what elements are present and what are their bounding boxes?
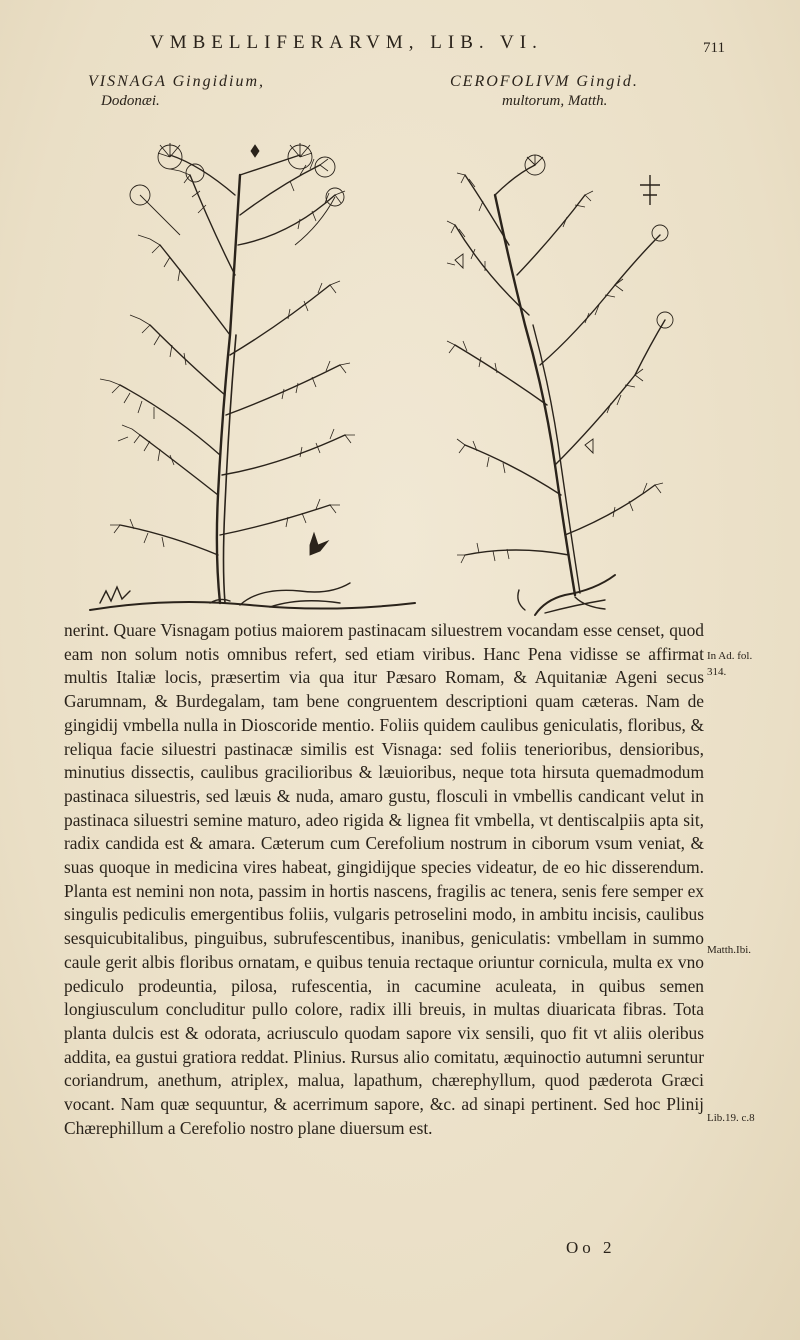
caption-title: CEROFOLIVM Gingid.: [450, 73, 639, 90]
body-text: [64, 619, 704, 1140]
caption-title: VISNAGA Gingidium,: [88, 73, 266, 90]
margin-note-plinius: Lib.19. c.8: [707, 1112, 755, 1124]
figure-caption-cerefolium: [450, 72, 639, 111]
page-number: 711: [703, 40, 725, 56]
margin-note-pena-ref: In Ad. fol.: [707, 650, 753, 662]
margin-note-matthioli: Matth.Ibi.: [707, 944, 751, 956]
caption-subtitle: multorum, Matth.: [502, 93, 608, 109]
running-head: VMBELLIFERARVM, LIB. VI.: [150, 32, 543, 53]
signature-mark: Oo 2: [566, 1238, 616, 1257]
figure-caption-visnaga: [88, 72, 265, 111]
caption-subtitle: Dodonæi.: [101, 93, 160, 109]
cerefolium-woodcut-illustration: [425, 145, 690, 620]
margin-note-pena-page: 314.: [707, 666, 727, 678]
body-paragraph: nerint. Quare Visnagam potius maiorem pastinacam siluestrem vocandam esse censet, quod eam non solum notis omnibus refert, sed etiam viribus. Hanc Pena vidisse se affirmat multis Italiæ locis, præsertim via qua itur Pæsaro Romam, & Aquitaniæ Ageni secus Garumnam, & Burdegalam, tam bene congruentem descriptioni quam cæteras. Nam de gingidij vmbella nulla in Dioscoride mentio. Foliis quidem caulibus geniculatis, floribus, & reliqua facie siluestri pastinacæ similis est Visnaga: sed foliis tenerioribus, densioribus, minutius dissectis, caulibus gracilioribus & læuioribus, neque tota hirsuta quemadmodum pastinaca siluestris, sed læuis & nuda, amaro gustu, flosculi in vmbellis candicant velut in pastinaca siluestri semine maturo, adeo rigida & lignea fit vmbella, vt dentiscalpiis apta sit, radix candida est & amara. Cæterum cum Cerefolium nostrum in ciborum vsum veniat, & suas quoque in medicina vires habeat, gingidijque species videatur, de eo hic disserendum. Planta est nemini non nota, passim in hortis nascens, fragilis ac tenera, senis fere semper ex singulis pediculis emergentibus foliis, vulgaris petroselini modo, in ambitu incisis, caulibus sesquicubitalibus, pinguibus, subrufescentibus, inanibus, geniculatis: vmbellam in summo caule gerit albis floribus ornatam, e quibus tenuia rectaque oriuntur cornicula, multa ex vno pediculo prodeuntia, pilosa, rufescentia, in cacumine aculeata, in quibus semen longiusculum concluditur pullo colore, radix illi breuis, in multas diuaricata fibras. Tota planta dulcis est & odorata, acriusculo quodam sapore vix sensili, quo fit vt aliis oleribus addita, ea gustui gratiora reddat. Plinius. Rursus alio comitatu, æquinoctio autumni seruntur coriandrum, anethum, atriplex, malua, lapathum, chærephyllum, quod pæderota Græci vocant. Nam quæ sequuntur, & acerrimum sapore, &c. ad sinapi pertinent. Sed hoc Plinij Chærephillum a Cerefolio nostro plane diuersum est.: [64, 620, 704, 1138]
visnaga-woodcut-illustration: [80, 135, 420, 620]
